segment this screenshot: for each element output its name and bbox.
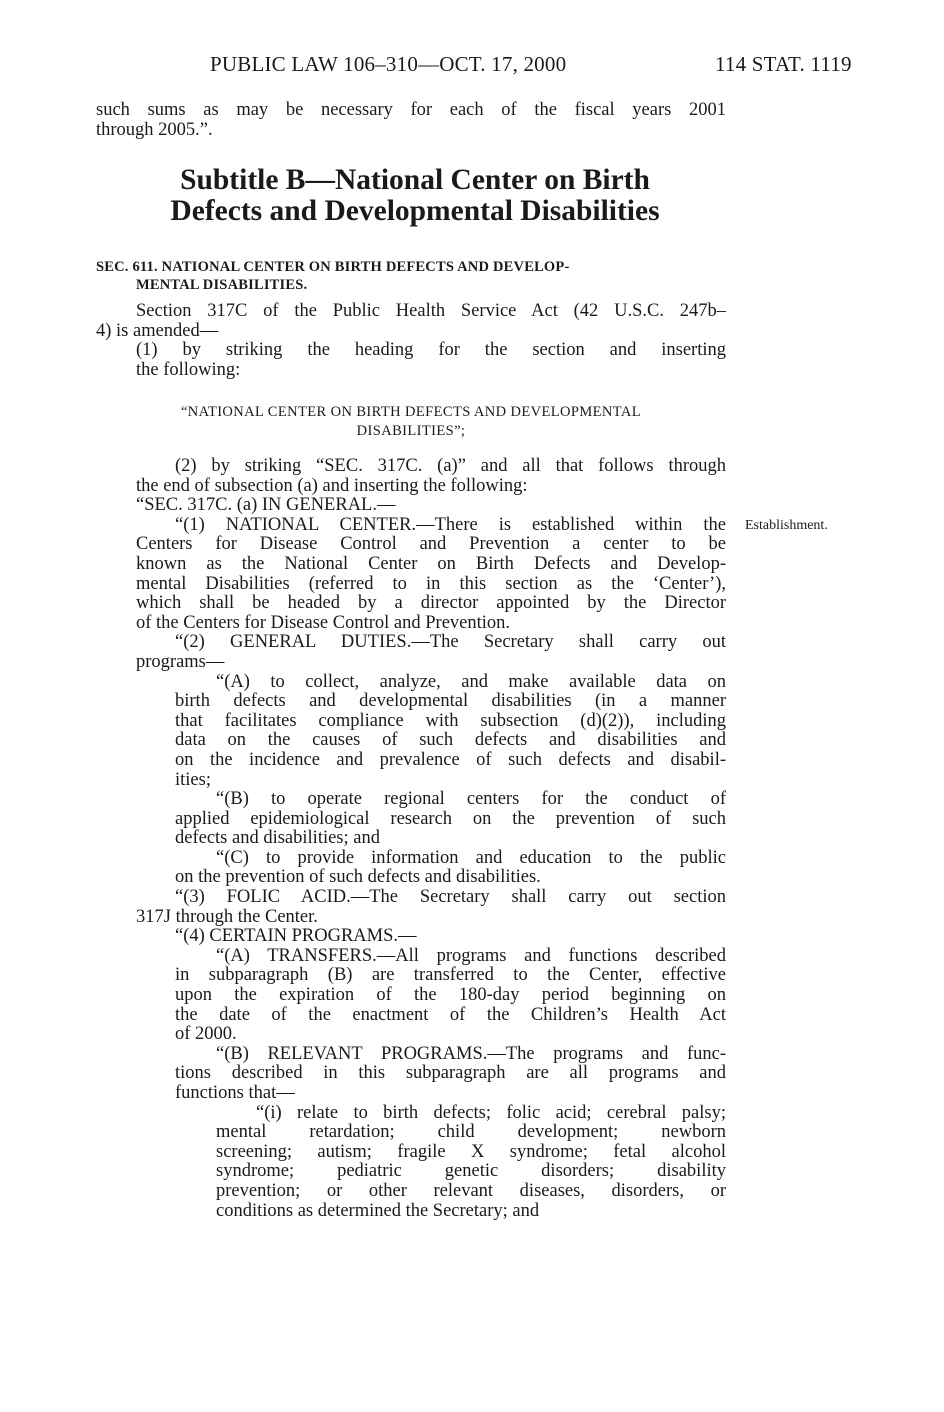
margin-note-establishment: Establishment. bbox=[745, 518, 828, 533]
text-line: on the incidence and prevalence of such defects and disabil- bbox=[175, 749, 726, 770]
text-line: in subparagraph (B) are transferred to the Center, effective bbox=[175, 965, 726, 986]
text-line: the following: bbox=[136, 359, 241, 380]
text-line: known as the National Center on Birth Defects and Develop- bbox=[136, 553, 726, 574]
text-line: “SEC. 317C. (a) IN GENERAL.— bbox=[136, 495, 396, 516]
text-line: such sums as may be necessary for each of the fiscal years 2001 bbox=[96, 100, 726, 120]
quoted-section-heading bbox=[96, 403, 726, 441]
text-line: that facilitates compliance with subsection (d)(2)), including bbox=[175, 710, 726, 731]
text-line: prevention; or other relevant diseases, disorders, or bbox=[216, 1180, 726, 1201]
text-line: of the Centers for Disease Control and Prevention. bbox=[136, 612, 511, 633]
text-line: “(1) NATIONAL CENTER.—There is established within the bbox=[175, 514, 726, 535]
text-line: “(3) FOLIC ACID.—The Secretary shall carry out section bbox=[175, 887, 726, 908]
text-line: on the prevention of such defects and disabilities. bbox=[175, 867, 541, 888]
text-line: “(i) relate to birth defects; folic acid; cerebral palsy; bbox=[256, 1102, 726, 1123]
text-line: screening; autism; fragile X syndrome; fetal alcohol bbox=[216, 1141, 726, 1162]
text-line: upon the expiration of the 180-day period beginning on bbox=[175, 985, 726, 1006]
text-line: which shall be headed by a director appointed by the Director bbox=[136, 593, 726, 614]
text-line: “(2) GENERAL DUTIES.—The Secretary shall carry out bbox=[175, 632, 726, 653]
text-line: Section 317C of the Public Health Service Act (42 U.S.C. 247b– bbox=[136, 301, 726, 321]
section-heading bbox=[96, 258, 736, 294]
amendment-intro bbox=[96, 302, 726, 380]
text-line: 4) is amended— bbox=[96, 320, 219, 341]
text-line: the end of subsection (a) and inserting the following: bbox=[136, 475, 528, 496]
text-line: applied epidemiological research on the prevention of such bbox=[175, 808, 726, 829]
text-line: defects and disabilities; and bbox=[175, 828, 380, 849]
text-line: through 2005.”. bbox=[96, 119, 213, 140]
intro-paragraph bbox=[96, 101, 726, 140]
text-line: birth defects and developmental disabilities (in a manner bbox=[175, 691, 726, 712]
text-line: of 2000. bbox=[175, 1024, 237, 1045]
text-line: data on the causes of such defects and disabilities and bbox=[175, 730, 726, 751]
text-line: tions described in this subparagraph are all programs and bbox=[175, 1063, 726, 1084]
text-line: syndrome; pediatric genetic disorders; disability bbox=[216, 1161, 726, 1182]
text-line: conditions as determined the Secretary; and bbox=[216, 1200, 540, 1221]
quoted-heading-line: DISABILITIES”; bbox=[356, 423, 466, 439]
text-line: “(4) CERTAIN PROGRAMS.— bbox=[175, 926, 417, 947]
amendment-body bbox=[96, 457, 726, 1221]
text-line: 317J through the Center. bbox=[136, 906, 318, 927]
text-line: “(C) to provide information and education to the public bbox=[216, 847, 726, 868]
subtitle-heading bbox=[120, 165, 710, 227]
text-line: mental Disabilities (referred to in this section as the ‘Center’), bbox=[136, 573, 726, 594]
section-heading-line: MENTAL DISABILITIES. bbox=[136, 277, 308, 293]
text-line: ities; bbox=[175, 769, 211, 790]
running-header-page-number: 114 STAT. 1119 bbox=[715, 52, 852, 76]
text-line: programs— bbox=[136, 651, 225, 672]
text-line: (1) by striking the heading for the section and inserting bbox=[136, 340, 726, 361]
text-line: (2) by striking “SEC. 317C. (a)” and all that follows through bbox=[175, 456, 726, 476]
subtitle-line: Defects and Developmental Disabilities bbox=[170, 195, 660, 227]
quoted-heading-line: “NATIONAL CENTER ON BIRTH DEFECTS AND DEVELOPMENTAL bbox=[180, 404, 642, 420]
text-line: mental retardation; child development; newborn bbox=[216, 1122, 726, 1143]
text-line: “(B) to operate regional centers for the conduct of bbox=[216, 789, 726, 810]
running-header-left: PUBLIC LAW 106–310—OCT. 17, 2000 bbox=[210, 52, 567, 76]
text-line: “(A) to collect, analyze, and make available data on bbox=[216, 671, 726, 692]
section-heading-line: SEC. 611. NATIONAL CENTER ON BIRTH DEFECTS AND DEVELOP- bbox=[96, 259, 570, 275]
text-line: functions that— bbox=[175, 1083, 295, 1103]
text-line: “(B) RELEVANT PROGRAMS.—The programs and func- bbox=[216, 1043, 726, 1064]
text-line: the date of the enactment of the Children’s Health Act bbox=[175, 1004, 726, 1025]
subtitle-line: Subtitle B—National Center on Birth bbox=[180, 164, 650, 196]
text-line: “(A) TRANSFERS.—All programs and functions described bbox=[216, 945, 726, 966]
text-line: Centers for Disease Control and Prevention a center to be bbox=[136, 534, 726, 555]
